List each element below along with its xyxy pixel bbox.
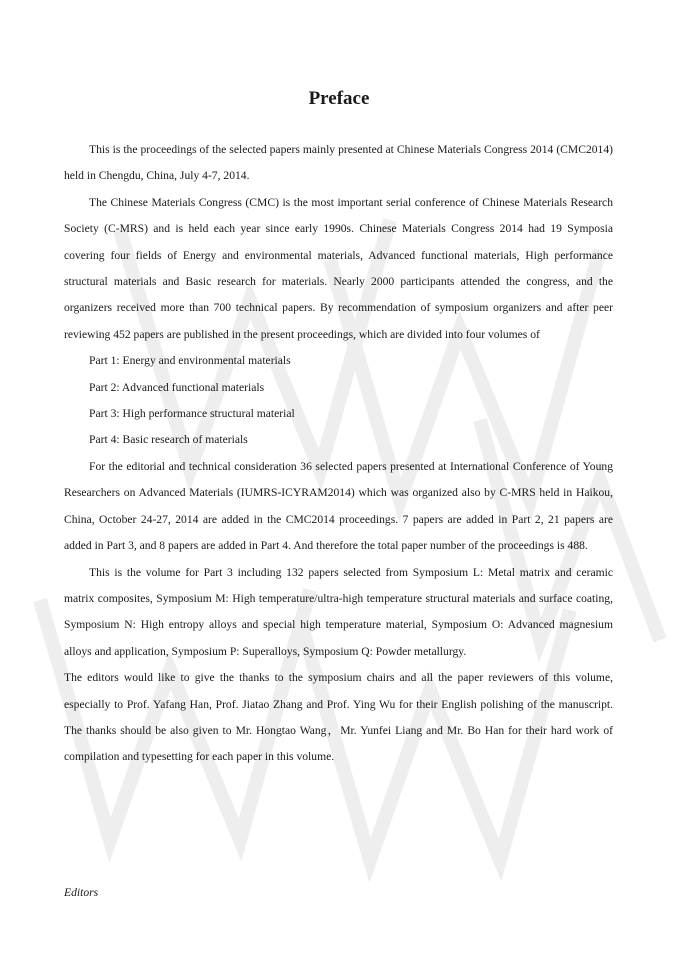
paragraph-cmc-overview: The Chinese Materials Congress (CMC) is the most important serial conference of Chinese Materials Research Society (C-MRS) and is held each year since early 1990s. Chinese Materials Congress 2014 had 19 Symposia covering four fields of Energy and environmental materials, Advanced functional materials, High performance structural materials and Basic research for materials. Nearly 2000 participants attended the congress, and the organizers received more than 700 technical papers. By recommendation of symposium organizers and after peer reviewing 452 papers are published in the present proceedings, which are divided into four volumes of [64, 195, 613, 341]
paragraph-acknowledgements: The editors would like to give the thanks to the symposium chairs and all the paper reviewers of this volume, especially to Prof. Yafang Han, Prof. Jiatao Zhang and Prof. Ying Wu for their English polishing of the manuscript. The thanks should be also given to Mr. Hongtao Wang，Mr. Yunfei Liang and Mr. Bo Han for their hard work of compilation and typesetting for each paper in this volume. [64, 671, 613, 764]
volume-list-item: Part 4: Basic research of materials [89, 433, 248, 447]
paragraph-iumrs-additions: For the editorial and technical consideration 36 selected papers presented at International Conference of Young Researchers on Advanced Materials (IUMRS-ICYRAM2014) which was organized also by C-MRS held in Haikou, China, October 24-27, 2014 are added in the CMC2014 proceedings. 7 papers are added in Part 2, 21 papers are added in Part 3, and 8 papers are added in Part 4. And therefore the total paper number of the proceedings is 488. [64, 459, 613, 553]
volume-list-item: Part 3: High performance structural material [89, 407, 295, 421]
paragraph-part3-volume: This is the volume for Part 3 including 132 papers selected from Symposium L: Metal matrix and ceramic matrix composites, Symposium M: High temperature/ultra-high temperature structural materials and surface coating, Symposium N: High entropy alloys and special high temperature material, Symposium O: Advanced magnesium alloys and application, Symposium P: Superalloys, Symposium Q: Powder metallurgy. [64, 565, 613, 658]
preface-body [64, 137, 613, 771]
editors-signoff: Editors [64, 886, 99, 899]
paragraph-intro: This is the proceedings of the selected papers mainly presented at Chinese Materials Congress 2014 (CMC2014) held in Chengdu, China, July 4-7, 2014. [64, 143, 613, 183]
volume-list-item: Part 1: Energy and environmental materials [89, 354, 291, 368]
page-title: Preface [308, 88, 370, 109]
volume-list-item: Part 2: Advanced functional materials [89, 380, 265, 394]
